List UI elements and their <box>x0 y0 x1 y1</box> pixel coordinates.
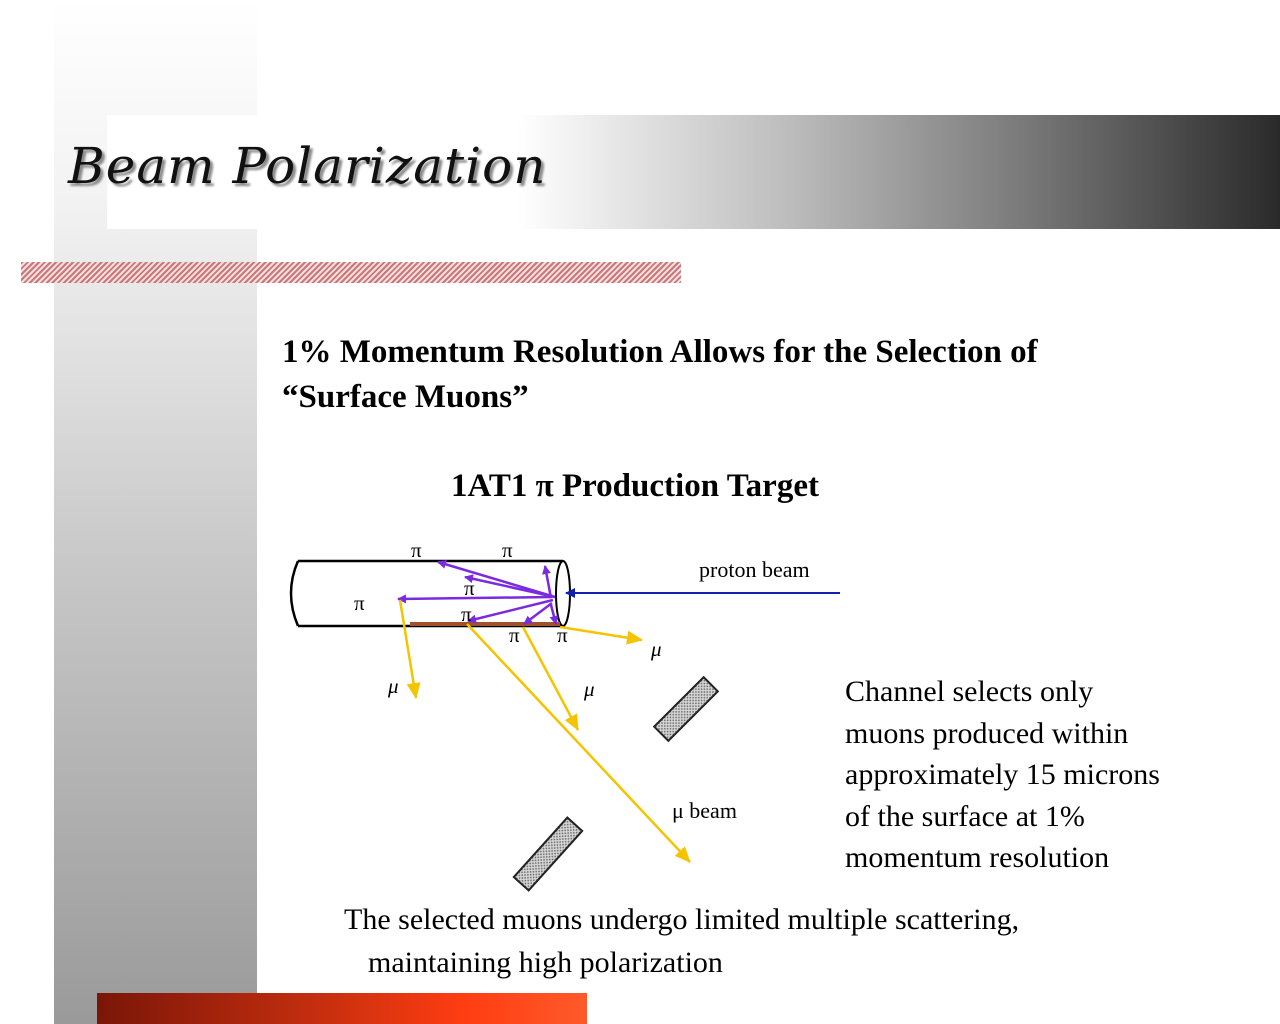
pion-label: π <box>502 538 513 562</box>
muon-beam-label: μ beam <box>672 798 737 823</box>
subtitle-line-2: “Surface Muons” <box>282 379 529 415</box>
pion-label: π <box>509 623 520 647</box>
target-cylinder <box>291 561 570 626</box>
note-line: Channel selects only <box>845 675 1094 708</box>
note-line: approximately 15 microns <box>845 758 1160 791</box>
muon-arrows <box>400 600 690 862</box>
muon-label: μ <box>388 674 399 698</box>
note-line: muons produced within <box>845 716 1129 750</box>
note-line: of the surface at 1% <box>845 799 1085 833</box>
channel-note <box>845 671 1265 879</box>
collimator-lower <box>514 818 582 891</box>
pion-arrows <box>398 562 556 624</box>
polarization-footnote <box>344 898 1224 984</box>
diagram-title: 1AT1 π Production Target <box>451 468 819 504</box>
proton-beam-label: proton beam <box>699 557 810 582</box>
pion-label: π <box>557 623 568 647</box>
muon-label: μ <box>584 677 595 701</box>
pion-label: π <box>461 602 472 626</box>
pion-label: π <box>354 591 365 615</box>
muon-labels <box>387 637 662 701</box>
muon-label: μ <box>651 637 662 661</box>
subtitle-line-1: 1% Momentum Resolution Allows for the Selection of <box>282 334 1038 370</box>
pion-label: π <box>411 538 422 562</box>
bottom-accent-bar <box>97 993 587 1024</box>
note-line: momentum resolution <box>845 841 1110 874</box>
pion-label: π <box>464 576 475 600</box>
footnote-line-2: maintaining high polarization <box>368 946 723 979</box>
collimator-upper <box>654 677 718 741</box>
footnote-line-1: The selected muons undergo limited multiple scattering, <box>344 903 1020 936</box>
slide-title: Beam Polarization <box>68 137 547 195</box>
